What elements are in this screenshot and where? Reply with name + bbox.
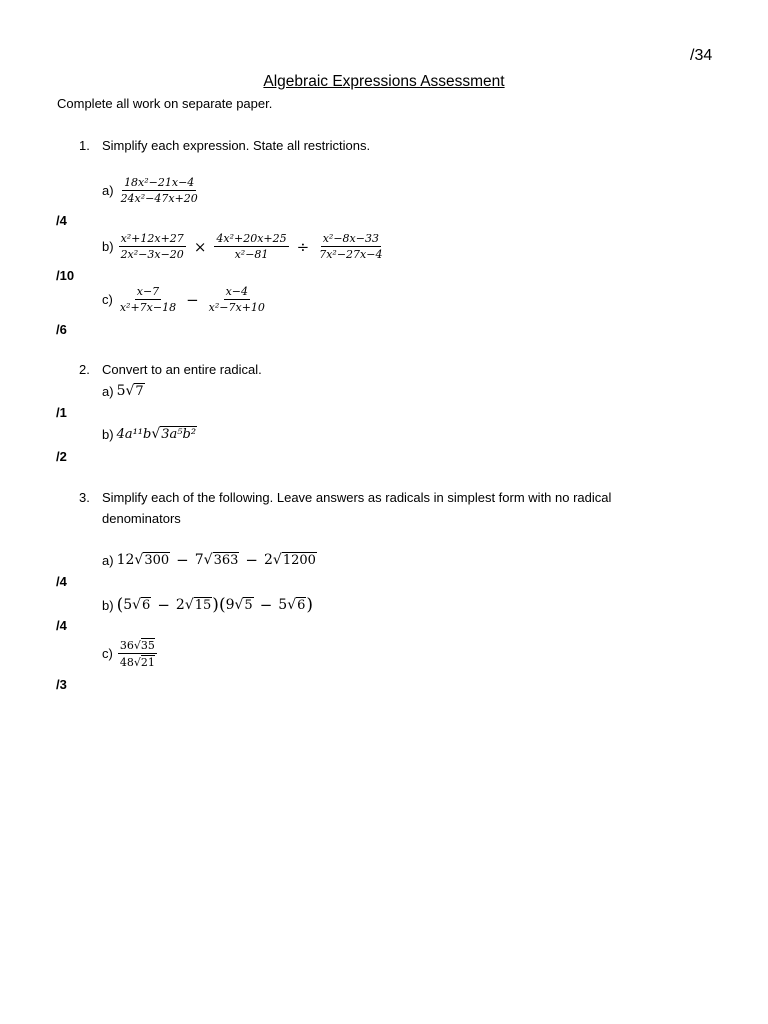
q2-number: 2. [79, 362, 90, 377]
q3a-term3-radicand: 1200 [282, 553, 316, 568]
q1b-fraction-1 [119, 232, 186, 261]
q1a-expression [102, 176, 202, 205]
total-marks: /34 [690, 47, 713, 64]
q3c-fraction [118, 638, 157, 669]
q2a-radicand: 7 [135, 384, 144, 399]
q3-text-line-1: Simplify each of the following. Leave answers as radicals in simplest form with no radical [102, 490, 612, 505]
q2b-radicand: 3a⁵b² [161, 427, 197, 442]
q1c-mark: /6 [56, 322, 67, 337]
q1c-label: c) [102, 292, 113, 307]
minus-operator: − [259, 596, 273, 614]
q3b-p1-coefficient-1: 5 [123, 597, 133, 613]
q1b-f2-denominator: x²−81 [234, 248, 269, 261]
q3a-mark: /4 [56, 574, 67, 589]
q2a-mark: /1 [56, 405, 67, 420]
q1b-f1-denominator: 2x²−3x−20 [120, 248, 184, 261]
q3b-p2-coefficient-1: 9 [225, 597, 235, 613]
q2a-radical [125, 383, 144, 399]
q3c-num-radicand: 35 [140, 639, 155, 652]
q3a-term1-radicand: 300 [144, 553, 170, 568]
q1a-fraction [119, 176, 200, 205]
q1b-mark: /10 [56, 268, 75, 283]
q1b-f1-numerator: x²+12x+27 [120, 232, 184, 245]
q3b-p1-radical-2 [185, 597, 212, 613]
q1b-f2-numerator: 4x²+20x+25 [216, 232, 287, 245]
radical-sign: √ [272, 552, 282, 568]
instruction-text: Complete all work on separate paper. [57, 96, 273, 111]
q2b-radical [151, 426, 197, 442]
q2a-coefficient: 5 [116, 383, 126, 399]
q1c-fraction-2 [207, 285, 267, 314]
q2a-label: a) [102, 383, 114, 399]
q3a-term2-radical [204, 552, 240, 568]
q3c-den-radicand: 21 [140, 656, 155, 669]
q1b-f3-denominator: 7x²−27x−4 [319, 248, 383, 261]
divide-operator: ÷ [296, 237, 310, 256]
q3-number: 3. [79, 490, 90, 505]
q3b-p1-radicand-2: 15 [194, 598, 212, 613]
q3c-label: c) [102, 646, 113, 661]
q3b-p2-radicand-2: 6 [297, 598, 306, 613]
q1a-denominator: 24x²−47x+20 [120, 192, 198, 205]
minus-operator: − [245, 551, 258, 569]
q2a-expression [102, 383, 145, 399]
q3b-p1-radical-1 [132, 597, 151, 613]
q3b-p2-radical-2 [287, 597, 306, 613]
q3a-term2-coefficient: 7 [194, 552, 204, 568]
q3-text-line-2: denominators [102, 511, 181, 526]
q2b-expression [102, 426, 197, 442]
q3c-denominator [118, 654, 157, 669]
q1-number: 1. [79, 138, 90, 153]
q3b-p1-coefficient-2: 2 [175, 597, 185, 613]
radical-sign: √ [132, 597, 142, 613]
q1b-fraction-2 [214, 232, 288, 261]
minus-operator: − [186, 290, 199, 309]
radical-sign: √ [133, 639, 141, 652]
q3c-den-radical [134, 655, 155, 669]
q2b-coefficient: 4a¹¹b [116, 426, 152, 442]
q3a-term1-coefficient: 12 [116, 552, 135, 568]
radical-sign: √ [125, 383, 135, 399]
q1c-f1-denominator: x²+7x−18 [119, 301, 177, 314]
q3c-num-radical [134, 638, 155, 652]
close-paren: ) [306, 595, 314, 615]
q1-text: Simplify each expression. State all restrictions. [102, 138, 371, 153]
radical-sign: √ [134, 552, 144, 568]
q2b-label: b) [102, 426, 114, 442]
minus-operator: − [176, 551, 189, 569]
q3a-term1-radical [134, 552, 170, 568]
q3a-expression [102, 551, 317, 569]
radical-sign: √ [287, 597, 297, 613]
page-title [0, 73, 768, 91]
q3b-p2-coefficient-2: 5 [278, 597, 288, 613]
q3a-label: a) [102, 552, 114, 568]
radical-sign: √ [133, 656, 141, 669]
q3b-p2-radical-1 [235, 597, 254, 613]
radical-sign: √ [151, 426, 161, 442]
radical-sign: √ [203, 552, 213, 568]
q1c-f2-denominator: x²−7x+10 [208, 301, 265, 314]
page-title-text: Algebraic Expressions Assessment [263, 73, 505, 90]
q3b-mark: /4 [56, 618, 67, 633]
q3b-expression [102, 595, 313, 615]
q3c-den-coefficient: 48 [119, 656, 134, 669]
q3b-p2-radicand-1: 5 [244, 598, 253, 613]
q3c-num-coefficient: 36 [119, 639, 134, 652]
q3b-label: b) [102, 597, 114, 613]
q3a-term3-coefficient: 2 [263, 552, 273, 568]
radical-sign: √ [234, 597, 244, 613]
q1c-fraction-1 [118, 285, 178, 314]
q3c-expression [102, 638, 159, 669]
q1b-expression [102, 232, 386, 261]
q1b-f3-numerator: x²−8x−33 [322, 232, 379, 245]
open-paren: ( [116, 595, 124, 615]
q3c-numerator [118, 638, 157, 654]
close-paren: ) [212, 595, 219, 615]
q1a-label: a) [102, 183, 114, 198]
radical-sign: √ [184, 597, 194, 613]
q3b-p1-radicand-1: 6 [142, 598, 151, 613]
q2b-mark: /2 [56, 449, 67, 464]
q1c-expression [102, 285, 269, 314]
q1a-mark: /4 [56, 213, 67, 228]
minus-operator: − [157, 596, 170, 614]
q1b-fraction-3 [317, 232, 384, 261]
q1b-label: b) [102, 239, 114, 254]
q3a-term3-radical [273, 552, 317, 568]
q3a-term2-radicand: 363 [213, 553, 239, 568]
q2-text: Convert to an entire radical. [102, 362, 262, 377]
open-paren: ( [218, 595, 226, 615]
q3c-mark: /3 [56, 677, 67, 692]
q1a-numerator: 18x²−21x−4 [124, 176, 195, 189]
times-operator: × [193, 237, 207, 256]
q1c-f2-numerator: x−4 [225, 285, 248, 298]
q1c-f1-numerator: x−7 [136, 285, 160, 298]
